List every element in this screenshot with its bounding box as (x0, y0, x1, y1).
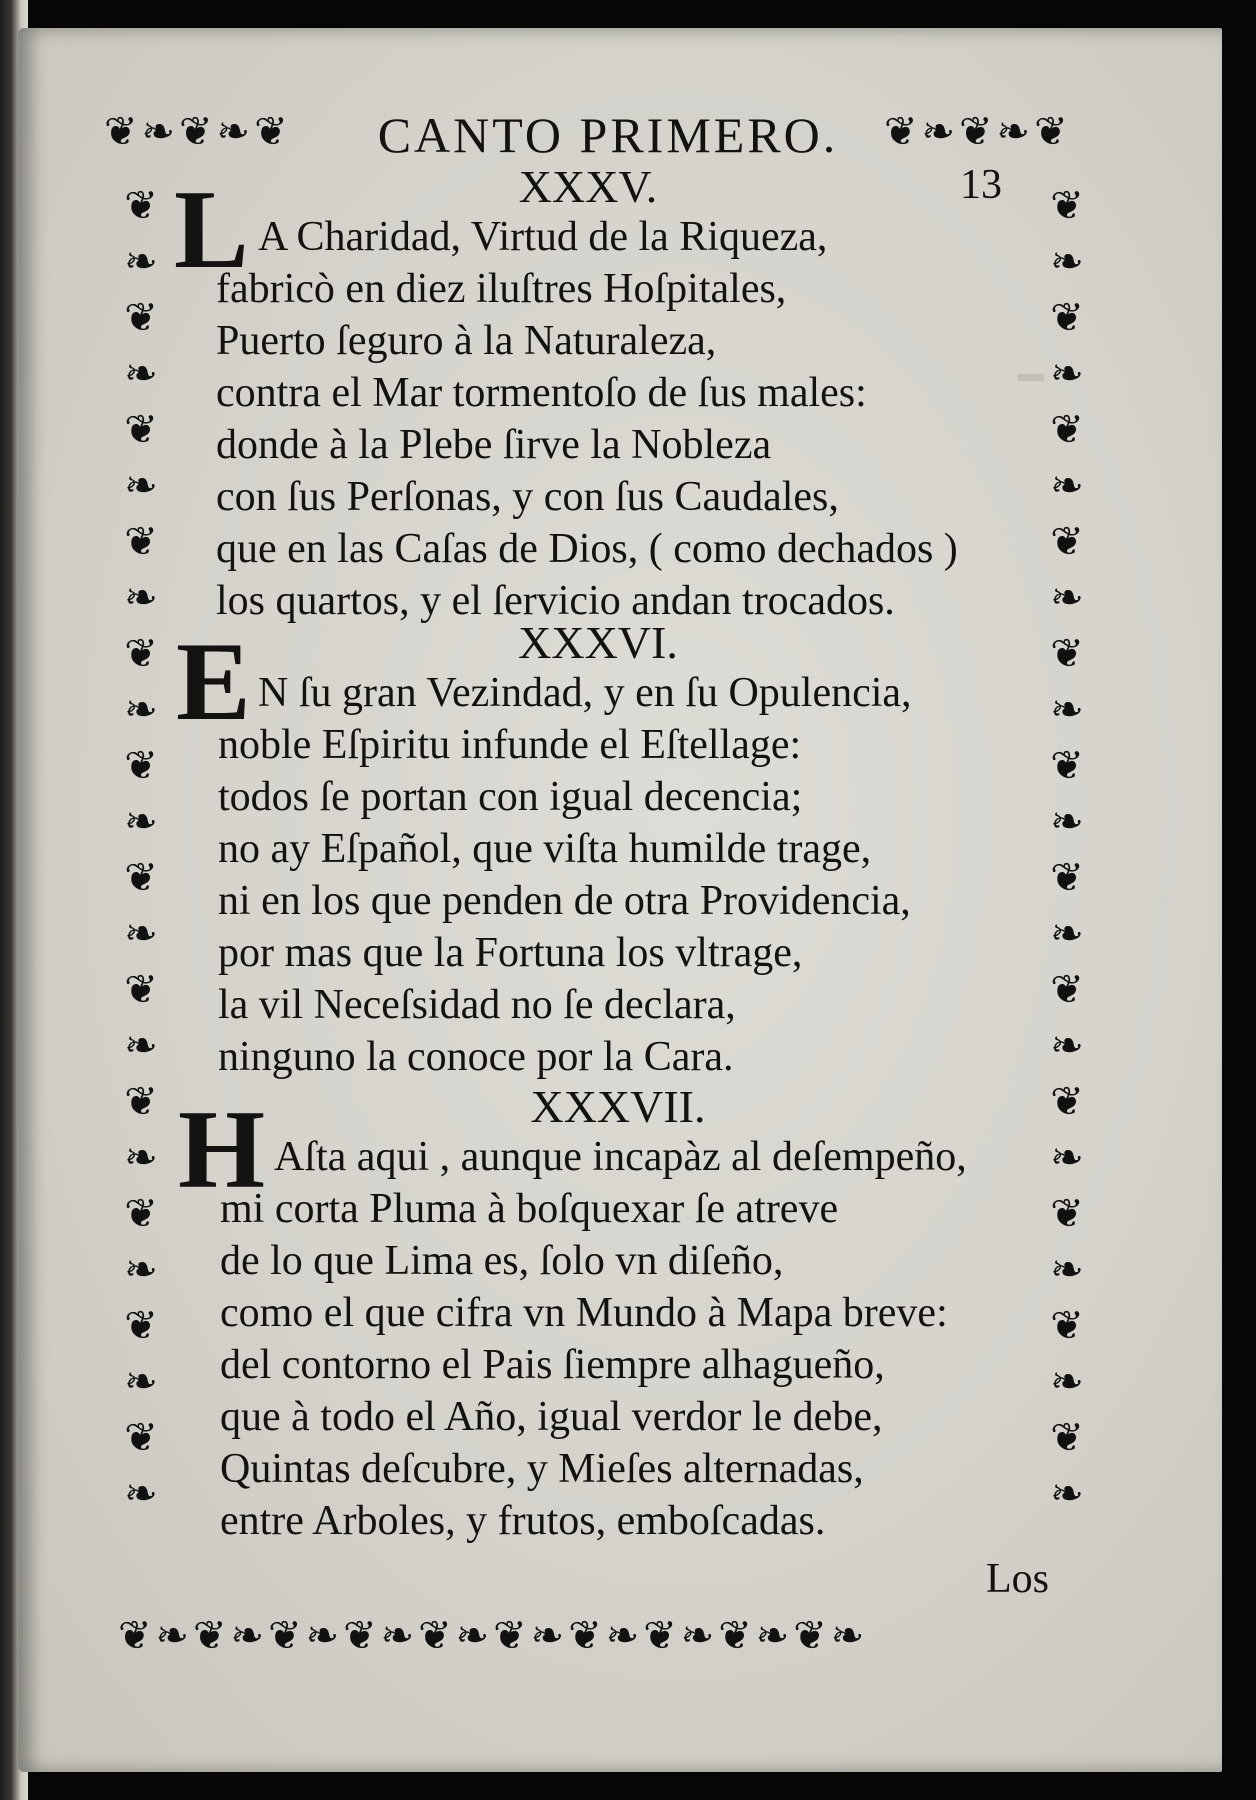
bottom-ornament-band: ❦❧❦❧❦❧❦❧❦❧❦❧❦❧❦❧❦❧❦❧ (118, 1613, 869, 1659)
running-head: CANTO PRIMERO. (377, 107, 839, 163)
verse-line: de lo que Lima es, ſolo vn diſeño, (220, 1238, 784, 1284)
verse-line: con ſus Perſonas, y con ſus Caudales, (216, 474, 839, 520)
left-ornament-column: ❦ ❧ ❦ ❧ ❦ ❧ ❦ ❧ ❦ ❧ ❦ ❧ ❦ ❧ ❦ ❧ ❦ ❧ ❦ ❧ ❦ ❧ ❦ ❧ (124, 183, 158, 1517)
verse-line: que en las Caſas de Dios, ( como dechados ) (216, 526, 958, 572)
verse-line: los quartos, y el ſervicio andan trocados. (216, 578, 895, 624)
verse-line: contra el Mar tormentoſo de ſus males: (216, 370, 867, 416)
verse-line: ni en los que penden de otra Providencia, (218, 878, 911, 924)
stanza-numeral: XXXVII. (530, 1081, 706, 1132)
verse-line: fabricò en diez iluſtres Hoſpitales, (216, 266, 787, 312)
drop-cap: E (176, 620, 251, 744)
catchword: Los (986, 1556, 1049, 1602)
drop-cap: H (178, 1088, 266, 1212)
verse-line: N ſu gran Vezindad, y en ſu Opulencia, (258, 670, 912, 716)
verse-line: A Charidad, Virtud de la Riqueza, (258, 214, 828, 260)
verse-line: la vil Neceſsidad no ſe declara, (218, 982, 736, 1028)
stanza-numeral: XXXVI. (518, 617, 678, 668)
verse-line: del contorno el Pais ſiempre alhagueño, (220, 1342, 885, 1388)
verse-line: todos ſe portan con igual decencia; (218, 774, 803, 820)
verse-line: no ay Eſpañol, que viſta humilde trage, (218, 826, 872, 872)
top-left-ornament-band: ❦❧❦❧❦ (104, 109, 292, 155)
verse-line: entre Arboles, y frutos, emboſcadas. (220, 1498, 826, 1544)
verse-line: mi corta Pluma à boſquexar ſe atreve (220, 1186, 839, 1232)
verse-line: que à todo el Año, igual verdor le debe, (220, 1394, 883, 1440)
right-ornament-column: ❦ ❧ ❦ ❧ ❦ ❧ ❦ ❧ ❦ ❧ ❦ ❧ ❦ ❧ ❦ ❧ ❦ ❧ ❦ ❧ ❦ ❧ ❦ ❧ (1050, 183, 1084, 1517)
verse-line: por mas que la Fortuna los vltrage, (218, 930, 803, 976)
show-through: ━ (1018, 356, 1044, 402)
top-right-ornament-band: ❦❧❦❧❦ (884, 109, 1072, 155)
book-page (18, 28, 1222, 1772)
drop-cap: L (174, 168, 249, 292)
verse-line: Aſta aqui , aunque incapàz al deſempeño, (274, 1134, 967, 1180)
verse-line: Quintas deſcubre, y Mieſes alternadas, (220, 1446, 864, 1492)
verse-line: Puerto ſeguro à la Naturaleza, (216, 318, 717, 364)
verse-line: como el que cifra vn Mundo à Mapa breve: (220, 1290, 948, 1336)
verse-line: donde à la Plebe ſirve la Nobleza (216, 422, 772, 468)
verse-line: noble Eſpiritu infunde el Eſtellage: (218, 722, 802, 768)
verse-line: ninguno la conoce por la Cara. (218, 1034, 734, 1080)
page-number: 13 (960, 162, 1002, 208)
stanza-numeral: XXXV. (518, 161, 658, 212)
